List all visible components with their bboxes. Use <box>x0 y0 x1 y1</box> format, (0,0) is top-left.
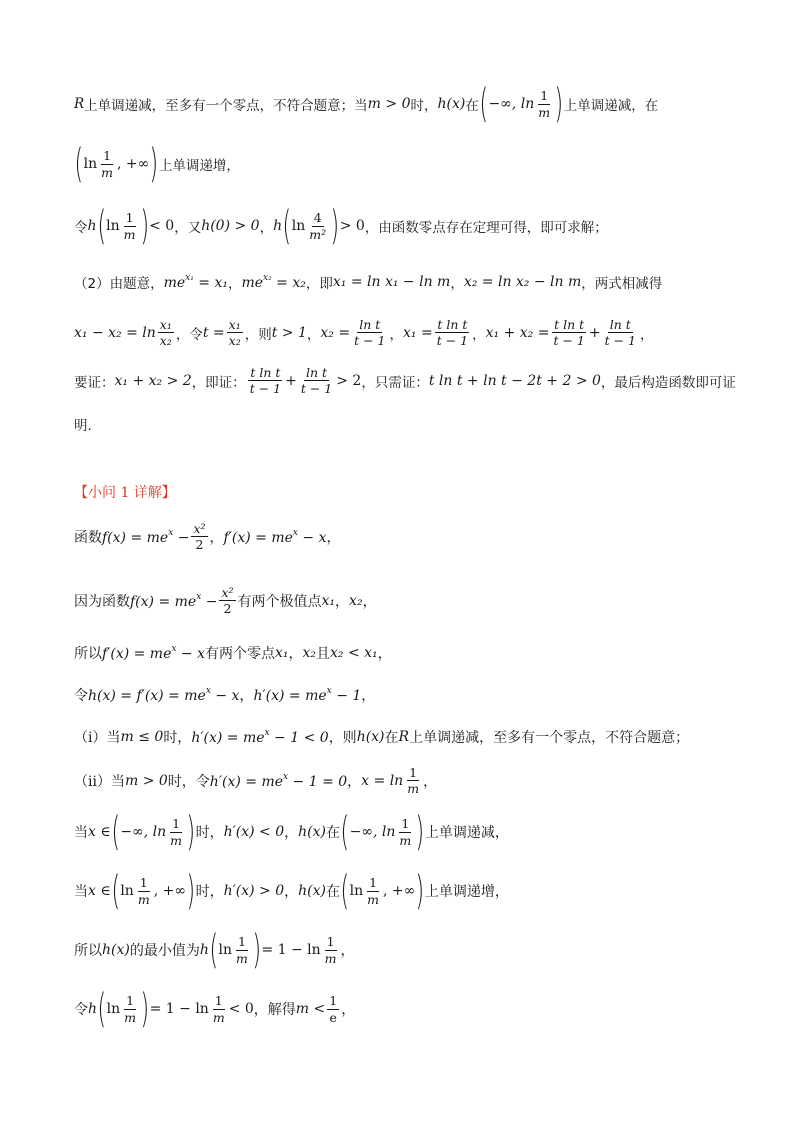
math: −∞, ln <box>349 824 396 840</box>
text: ，解得 <box>253 1002 296 1018</box>
fraction <box>122 994 138 1023</box>
numerator: t ln t <box>250 365 281 380</box>
math-base: h(x) = f′(x) = me <box>88 688 206 704</box>
right-paren: ) <box>252 927 261 973</box>
math: , +∞ <box>116 156 150 172</box>
math: h <box>273 218 283 234</box>
math-rest: − 1 <box>331 688 362 704</box>
exponent: x <box>168 527 174 538</box>
math <box>164 273 228 291</box>
text: ， <box>362 593 377 610</box>
section-heading <box>74 482 734 502</box>
denominator: m <box>399 832 412 848</box>
right-paren: ) <box>140 986 150 1032</box>
solution-line-1 <box>74 522 734 551</box>
left-paren: ( <box>340 868 350 914</box>
numerator: x₁ <box>228 317 241 332</box>
text: 上单调递减， <box>424 825 509 841</box>
numerator: 1 <box>401 816 410 832</box>
right-paren: ) <box>140 203 149 249</box>
math <box>210 772 347 790</box>
text: ， <box>288 646 303 662</box>
numerator: 1 <box>409 765 418 780</box>
solution-line-10 <box>74 986 734 1032</box>
math: < 0 <box>228 1001 254 1017</box>
denominator: m <box>123 226 136 242</box>
text: ， <box>335 593 350 610</box>
math: t = <box>202 324 225 341</box>
right-paren: ) <box>149 141 159 187</box>
math: = 1 − ln <box>261 942 321 958</box>
solution-line-4 <box>74 685 734 705</box>
solution-line-9 <box>74 927 734 973</box>
right-paren: ) <box>554 81 564 127</box>
numerator: ln t <box>359 317 381 332</box>
right-paren: ) <box>415 809 425 855</box>
text: ，即 <box>305 276 333 292</box>
text: 上单调递增， <box>424 884 509 900</box>
line-3 <box>74 203 734 249</box>
math: h(0) > 0 <box>201 218 260 234</box>
denominator: m <box>212 1009 225 1025</box>
text: 在 <box>326 884 340 900</box>
plus-sign: + <box>285 372 297 389</box>
text: ， <box>306 326 321 343</box>
text: 时，令 <box>167 773 210 790</box>
text: ，只需证： <box>361 374 429 391</box>
denominator: m <box>538 104 551 120</box>
math: x ∈ <box>88 824 111 840</box>
math: m < <box>295 1001 326 1017</box>
math: , +∞ <box>153 883 186 899</box>
text: 上单调递减，在 <box>563 98 659 114</box>
left-paren: ( <box>111 809 120 855</box>
math: x₂ = ln x₂ − ln m <box>463 274 582 290</box>
math: x₁ − x₂ = ln <box>74 324 156 341</box>
text: 有两个极值点 <box>237 593 322 610</box>
math: ln <box>218 942 232 958</box>
text: 上单调递减，至多有一个零点，不符合题意； <box>409 730 690 746</box>
line-5 <box>74 318 734 347</box>
math: x = ln <box>361 772 404 789</box>
math <box>102 528 189 546</box>
denominator: x₂ <box>159 333 172 349</box>
numerator: 1 <box>139 875 148 891</box>
text: 时， <box>195 884 224 900</box>
math: t ln t + ln t − 2t + 2 > 0 <box>428 372 601 389</box>
text: 函数 <box>74 529 102 546</box>
fraction <box>365 876 381 905</box>
text: ， <box>423 773 438 790</box>
math-base: me <box>241 275 264 291</box>
math: x ∈ <box>88 883 111 899</box>
numerator: 1 <box>237 934 246 950</box>
interval <box>111 868 196 914</box>
line-4 <box>74 272 734 292</box>
text: （ii）当 <box>74 773 125 790</box>
solution-line-7 <box>74 809 734 855</box>
math: x₁ <box>274 645 289 661</box>
numerator: 1 <box>126 993 135 1009</box>
math-rest: − <box>173 529 190 546</box>
fraction <box>219 586 235 615</box>
text: 所以 <box>74 646 102 662</box>
denominator: m <box>101 164 113 180</box>
right-paren: ) <box>330 203 340 249</box>
text: ，最后构造函数即可证 <box>600 374 736 391</box>
text: 在 <box>326 825 340 841</box>
fraction <box>536 89 552 118</box>
text: ， <box>341 1002 356 1018</box>
denominator: t − 1 <box>249 381 282 397</box>
solution-line-8 <box>74 868 734 914</box>
math-rest: − 1 = 0 <box>288 773 348 790</box>
right-paren: ) <box>186 868 196 914</box>
denominator: m <box>137 891 150 907</box>
math-base: h′(x) = me <box>209 773 284 790</box>
math <box>241 273 305 291</box>
interval <box>340 868 425 914</box>
left-paren: ( <box>479 81 488 127</box>
text: 在 <box>465 98 479 114</box>
math: m > 0 <box>124 772 168 789</box>
text: ， <box>209 529 224 546</box>
denominator: m <box>124 1009 136 1025</box>
text: 令 <box>74 220 88 236</box>
numerator: 1 <box>103 148 112 164</box>
math-base: f(x) = me <box>102 529 169 546</box>
math: h(x) <box>102 942 130 958</box>
math: x₁ = ln x₁ − ln m <box>332 274 451 290</box>
heading-text: 【小问 1 详解】 <box>74 485 176 501</box>
math: ln <box>349 883 364 899</box>
text: 上单调递增， <box>158 158 240 174</box>
math <box>88 686 239 704</box>
text: 时， <box>195 825 224 841</box>
fraction <box>551 318 586 347</box>
numerator: 1 <box>326 934 335 950</box>
text: 令 <box>74 1002 88 1018</box>
text: ， <box>340 943 355 959</box>
math: h(x) <box>298 824 326 840</box>
solution-line-2 <box>74 586 734 615</box>
numerator: x² <box>193 521 206 536</box>
text: ， <box>347 773 362 790</box>
text: 明. <box>74 418 92 434</box>
numerator: 1 <box>172 816 181 832</box>
math <box>253 686 361 704</box>
numerator: ln t <box>306 365 328 380</box>
text: 上单调递减，至多有一个零点，不符合题意；当 <box>84 98 368 114</box>
interval <box>479 81 564 127</box>
numerator: 1 <box>540 88 549 104</box>
text: （2）由题意， <box>74 276 164 292</box>
math-rhs: = x₂ <box>271 275 306 291</box>
numerator: 4 <box>313 210 322 226</box>
math: h(x) <box>356 729 385 745</box>
fraction <box>136 876 152 905</box>
left-paren: ( <box>340 809 350 855</box>
text: 在 <box>384 730 399 746</box>
math <box>224 528 327 546</box>
text: 令 <box>74 688 88 704</box>
denominator: m <box>407 781 420 797</box>
math <box>191 728 328 746</box>
fraction <box>168 817 184 846</box>
math-base: h′(x) = me <box>253 688 327 704</box>
fraction <box>99 149 115 178</box>
text: ， <box>284 884 299 900</box>
math-rhs: = x₁ <box>193 275 228 291</box>
math-rest: − x <box>210 688 240 704</box>
text: 时， <box>410 98 438 114</box>
text: 时， <box>163 730 192 746</box>
numerator: 1 <box>125 210 134 226</box>
fraction <box>603 318 638 347</box>
text: ， <box>284 825 299 841</box>
math: x₁ + x₂ > 2 <box>114 372 192 389</box>
math: x₂ <box>302 645 317 661</box>
math <box>130 592 217 610</box>
math: ln <box>106 1001 121 1017</box>
numerator: t ln t <box>554 317 585 332</box>
fraction <box>248 366 283 395</box>
left-paren: ( <box>74 141 84 187</box>
math-rest: − x <box>297 529 327 546</box>
text: ， <box>450 276 464 292</box>
text: ， <box>377 646 392 662</box>
math: x₂ < x₁ <box>330 645 378 661</box>
denominator: x₂ <box>228 333 241 349</box>
left-paren: ( <box>282 203 292 249</box>
math: x₁ = <box>403 324 433 341</box>
fraction <box>352 318 387 347</box>
math: h′(x) < 0 <box>223 824 285 840</box>
math: < 0 <box>149 218 175 234</box>
left-paren: ( <box>97 203 106 249</box>
text: ，则 <box>328 730 357 746</box>
numerator: 1 <box>369 875 378 891</box>
exponent: x <box>196 591 202 602</box>
plus-sign: + <box>588 324 601 341</box>
math-rest: − <box>201 593 218 610</box>
math: x₁ + x₂ = <box>485 324 550 341</box>
math: x₂ = <box>320 324 351 341</box>
math: x₁ <box>321 592 336 609</box>
text: ， <box>389 326 403 343</box>
text: （i）当 <box>74 730 121 746</box>
math-base: f′(x) = me <box>102 646 172 662</box>
interval <box>74 141 159 187</box>
solution-line-5 <box>74 727 734 747</box>
math: ln <box>83 156 98 172</box>
exponent: x <box>171 644 177 654</box>
exponent: x <box>292 527 298 538</box>
numerator: x² <box>221 585 234 600</box>
fraction <box>299 366 334 395</box>
denominator: m <box>170 832 182 848</box>
math: > 0 <box>339 218 365 234</box>
numerator: t ln t <box>437 317 468 332</box>
text: 的最小值为 <box>129 943 200 959</box>
denominator: t − 1 <box>553 333 585 349</box>
text: ， <box>361 688 376 704</box>
math: h <box>87 218 97 234</box>
fraction <box>211 994 227 1023</box>
paren-group <box>97 986 150 1032</box>
math: −∞, ln <box>120 824 167 840</box>
fraction <box>405 766 421 795</box>
text: 当 <box>74 884 88 900</box>
exponent: x₂ <box>263 273 272 283</box>
math-rest: − 1 < 0 <box>269 730 329 746</box>
math: h(x) <box>298 883 326 899</box>
math-rest: − x <box>176 646 205 662</box>
math: > 2 <box>336 372 362 389</box>
numerator: 1 <box>329 993 338 1009</box>
text: ， <box>259 220 274 236</box>
text: ，令 <box>175 326 203 343</box>
math: h <box>199 942 209 958</box>
left-paren: ( <box>97 986 107 1032</box>
text: ，两式相减得 <box>581 276 663 292</box>
text: ，即证： <box>191 374 246 391</box>
text: ， <box>326 529 341 546</box>
math: −∞, ln <box>488 96 535 112</box>
math: h(x) <box>437 96 466 112</box>
line-7 <box>74 414 734 434</box>
denominator: t − 1 <box>354 333 386 349</box>
denominator: m <box>324 950 337 966</box>
interval <box>340 809 425 855</box>
line-6 <box>74 366 734 395</box>
math-base: h′(x) = me <box>191 730 265 746</box>
text: 所以 <box>74 943 102 959</box>
fraction <box>122 211 138 240</box>
math-base: f(x) = me <box>130 593 197 610</box>
fraction <box>327 994 339 1023</box>
paren-group <box>282 203 340 249</box>
paren-group <box>97 203 150 249</box>
text: ， <box>472 326 486 343</box>
fraction <box>397 817 413 846</box>
fraction <box>191 522 207 551</box>
math: R <box>398 729 410 745</box>
paren-group <box>209 927 262 973</box>
text: ， <box>239 688 254 704</box>
exponent: x <box>283 771 289 782</box>
math: m ≤ 0 <box>120 729 164 745</box>
denominator: 2 <box>223 601 232 617</box>
math: m > 0 <box>367 96 411 112</box>
text: 且 <box>316 646 331 662</box>
math-base: me <box>163 275 186 291</box>
numerator: ln t <box>609 317 631 332</box>
text: 当 <box>74 825 88 841</box>
math: ln <box>120 883 134 899</box>
line-2 <box>74 141 734 187</box>
exponent: x <box>205 686 211 696</box>
fraction <box>234 935 250 964</box>
math <box>102 644 205 662</box>
denominator: m <box>367 891 379 907</box>
denominator: t − 1 <box>300 381 333 397</box>
text: ， <box>227 276 242 292</box>
text: 有两个零点 <box>204 646 275 662</box>
left-paren: ( <box>111 868 120 914</box>
math: ln <box>291 218 306 234</box>
text: 因为函数 <box>74 593 130 610</box>
exponent: x₁ <box>185 273 194 283</box>
exponent: x <box>264 728 270 738</box>
denominator: e <box>329 1009 337 1025</box>
fraction <box>323 935 339 964</box>
text: ，则 <box>244 326 272 343</box>
right-paren: ) <box>415 868 425 914</box>
math: , +∞ <box>382 883 416 899</box>
fraction <box>307 211 328 240</box>
math-base: f′(x) = me <box>223 529 293 546</box>
text: 要证： <box>74 374 115 391</box>
solution-line-3 <box>74 643 734 663</box>
line-1 <box>74 81 734 127</box>
math: x₂ <box>349 592 363 609</box>
right-paren: ) <box>186 809 196 855</box>
denominator: t − 1 <box>604 333 636 349</box>
text: ，由函数零点存在定理可得，即可求解； <box>364 220 608 236</box>
math: h <box>88 1001 98 1017</box>
text: ，又 <box>174 220 202 236</box>
fraction <box>158 318 174 347</box>
numerator: 1 <box>214 993 223 1009</box>
fraction <box>435 318 470 347</box>
denominator: t − 1 <box>436 333 469 349</box>
math: t > 1 <box>271 324 307 341</box>
denominator: m <box>235 950 248 966</box>
math: = 1 − ln <box>149 1001 209 1017</box>
denominator: 2 <box>195 537 204 553</box>
set-r: R <box>74 96 85 112</box>
numerator: x₁ <box>159 317 172 332</box>
exponent: x <box>326 686 332 696</box>
math: h′(x) > 0 <box>223 883 285 899</box>
math: ln <box>106 218 120 234</box>
left-paren: ( <box>209 927 218 973</box>
text: ， <box>639 326 654 343</box>
fraction <box>227 318 243 347</box>
denominator: m² <box>309 226 327 242</box>
interval <box>111 809 196 855</box>
solution-line-6 <box>74 766 734 795</box>
